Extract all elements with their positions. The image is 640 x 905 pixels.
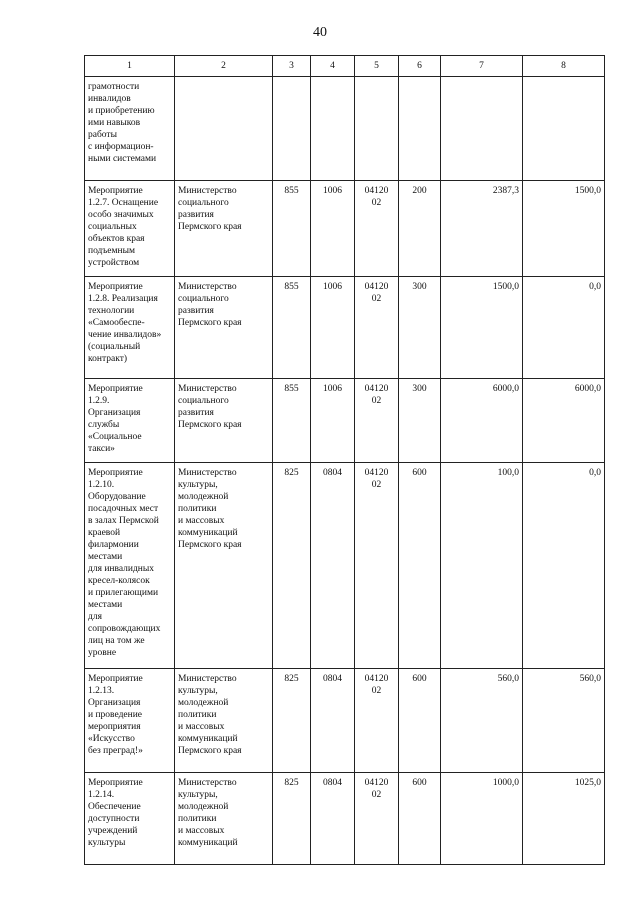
code-cell: 825 [273,773,311,865]
code-cell: 855 [273,277,311,379]
header-cell: 3 [273,56,311,77]
ministry-cell: Министерство культуры, молодежной политики и массовых коммуникаций [175,773,273,865]
header-row [85,56,605,77]
header-cell: 8 [523,56,605,77]
amount-cell: 6000,0 [441,379,523,463]
code-cell: 825 [273,669,311,773]
header-cell: 2 [175,56,273,77]
budget-table [84,55,605,865]
target-cell: 04120 02 [355,669,399,773]
page-number: 40 [313,25,327,40]
section-cell: 1006 [311,277,355,379]
amount-cell: 560,0 [441,669,523,773]
table-row [85,277,605,379]
header-cell: 6 [399,56,441,77]
target-cell: 04120 02 [355,463,399,669]
table-row [85,379,605,463]
expense-type-cell [399,77,441,181]
section-cell: 0804 [311,773,355,865]
expense-type-cell: 600 [399,773,441,865]
table-row [85,181,605,277]
header-cell: 5 [355,56,399,77]
activity-cell: грамотности инвалидов и приобретению ими навыков работы с информацион- ными системами [85,77,175,181]
target-cell: 04120 02 [355,181,399,277]
ministry-cell: Министерство культуры, молодежной политики и массовых коммуникаций Пермского края [175,669,273,773]
section-cell: 1006 [311,181,355,277]
amount-cell [523,77,605,181]
target-cell: 04120 02 [355,277,399,379]
activity-cell: Мероприятие 1.2.7. Оснащение особо значимых социальных объектов края подъемным устройством [85,181,175,277]
ministry-cell: Министерство социального развития Пермского края [175,379,273,463]
amount-cell: 1025,0 [523,773,605,865]
section-cell: 0804 [311,463,355,669]
expense-type-cell: 600 [399,669,441,773]
activity-cell: Мероприятие 1.2.8. Реализация технологии «Самообеспе- чение инвалидов» (социальный контракт) [85,277,175,379]
ministry-cell [175,77,273,181]
activity-cell: Мероприятие 1.2.9. Организация службы «Социальное такси» [85,379,175,463]
ministry-cell: Министерство социального развития Пермского края [175,181,273,277]
ministry-cell: Министерство социального развития Пермского края [175,277,273,379]
header-cell: 4 [311,56,355,77]
code-cell: 825 [273,463,311,669]
activity-cell: Мероприятие 1.2.13. Организация и проведение мероприятия «Искусство без преград!» [85,669,175,773]
header-cell: 7 [441,56,523,77]
table-row [85,773,605,865]
amount-cell [441,77,523,181]
table-row [85,669,605,773]
section-cell: 1006 [311,379,355,463]
expense-type-cell: 200 [399,181,441,277]
section-cell [311,77,355,181]
amount-cell: 6000,0 [523,379,605,463]
code-cell: 855 [273,181,311,277]
section-cell: 0804 [311,669,355,773]
expense-type-cell: 600 [399,463,441,669]
amount-cell: 560,0 [523,669,605,773]
activity-cell: Мероприятие 1.2.14. Обеспечение доступности учреждений культуры [85,773,175,865]
expense-type-cell: 300 [399,277,441,379]
header-cell: 1 [85,56,175,77]
activity-cell: Мероприятие 1.2.10. Оборудование посадочных мест в залах Пермской краевой филармонии местами для инвалидных кресел-колясок и прилегающими местами для сопровождающих лиц на том же уровне [85,463,175,669]
amount-cell: 1000,0 [441,773,523,865]
table-row [85,463,605,669]
amount-cell: 1500,0 [441,277,523,379]
amount-cell: 0,0 [523,277,605,379]
target-cell: 04120 02 [355,379,399,463]
code-cell: 855 [273,379,311,463]
amount-cell: 2387,3 [441,181,523,277]
amount-cell: 0,0 [523,463,605,669]
amount-cell: 100,0 [441,463,523,669]
ministry-cell: Министерство культуры, молодежной политики и массовых коммуникаций Пермского края [175,463,273,669]
table-row [85,77,605,181]
target-cell [355,77,399,181]
expense-type-cell: 300 [399,379,441,463]
code-cell [273,77,311,181]
target-cell: 04120 02 [355,773,399,865]
amount-cell: 1500,0 [523,181,605,277]
